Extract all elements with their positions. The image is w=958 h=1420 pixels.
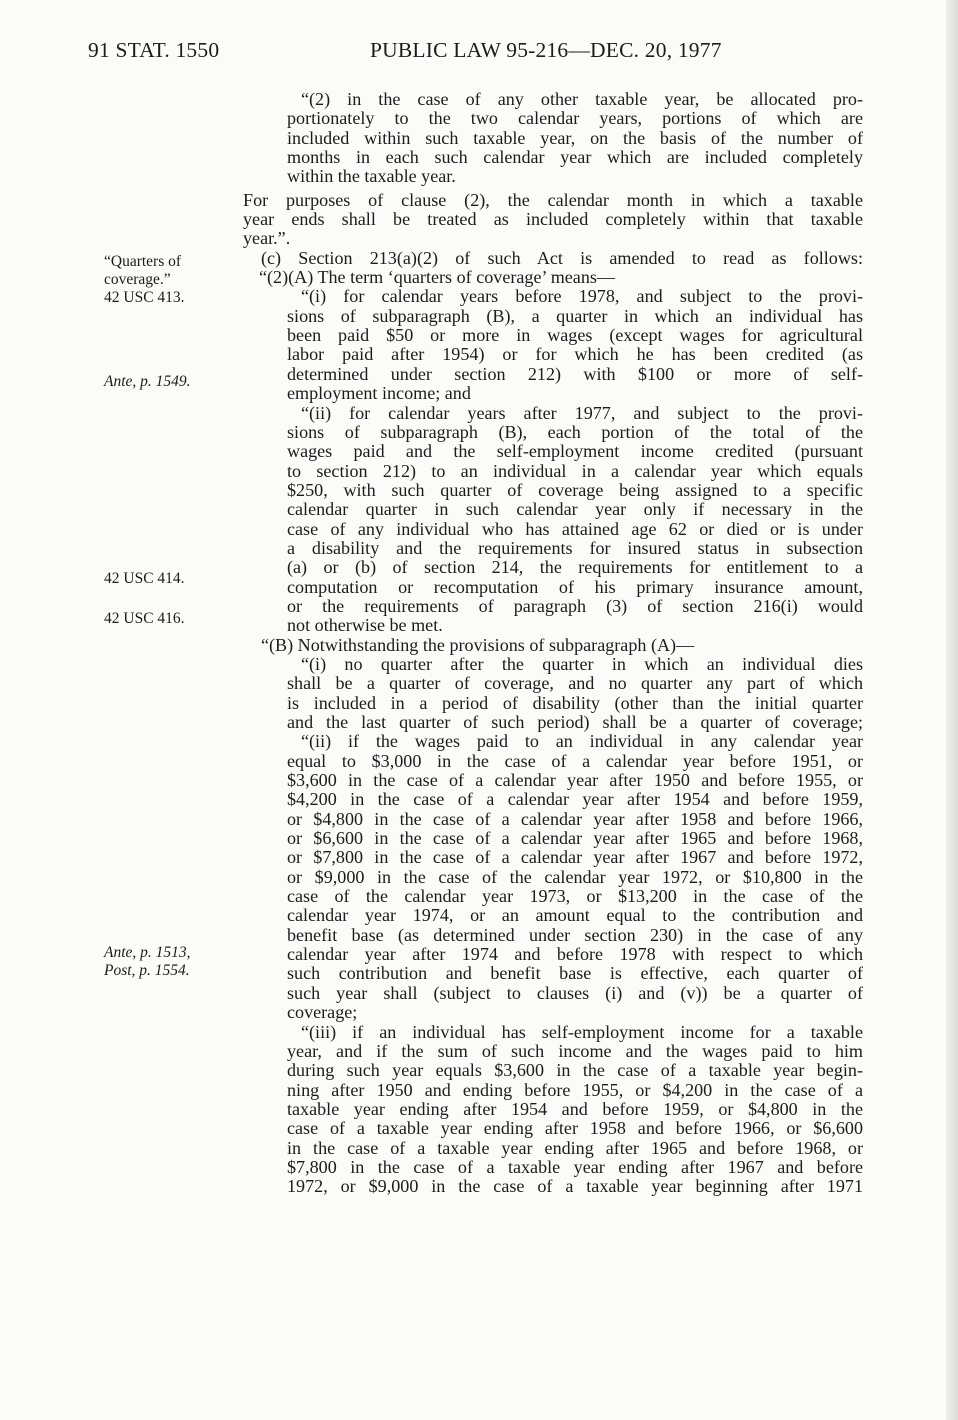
text-line: “(2)(A) The term ‘quarters of coverage’ means—	[259, 267, 616, 288]
text-line: not otherwise be met.	[287, 615, 443, 636]
margin-note-line: “Quarters of	[104, 253, 182, 270]
margin-note-ante-post	[104, 944, 191, 980]
text-line: taxable year ending after 1954 and before 1959, or $4,800 in the	[287, 1099, 863, 1119]
text-line: employment income; and	[287, 383, 471, 404]
text-line: shall be a quarter of coverage, and no quarter any part of which	[287, 674, 863, 694]
text-line: included within such taxable year, on the basis of the number of	[287, 128, 863, 148]
text-line: or $4,800 in the case of a calendar year after 1958 and before 1966,	[287, 809, 863, 829]
text-line: year, and if the sum of such income and the wages paid to him	[287, 1041, 863, 1061]
margin-note-usc-414: 42 USC 414.	[104, 570, 185, 587]
text-line: “(ii) for calendar years after 1977, and subject to the provi-	[301, 403, 863, 423]
text-line: case of a taxable year ending after 1958 and before 1966, or $6,600	[287, 1119, 863, 1139]
text-line: $3,600 in the case of a calendar year after 1950 and before 1955, or	[287, 771, 863, 791]
text-line: labor paid after 1954) or for which he has been credited (as	[287, 345, 863, 365]
text-line: year ends shall be treated as included completely within that taxable	[243, 210, 863, 230]
text-line: wages paid and the self-employment income credited (pursuant	[287, 442, 863, 462]
text-line: coverage;	[287, 1002, 358, 1023]
text-line: ning after 1950 and ending before 1955, or $4,200 in the case of a	[287, 1080, 863, 1100]
margin-note-usc-416: 42 USC 416.	[104, 610, 185, 627]
margin-note-ante-1513: Ante, p. 1513,	[104, 944, 191, 961]
text-line: or $9,000 in the case of the calendar year 1972, or $10,800 in the	[287, 867, 863, 887]
text-line: portionately to the two calendar years, portions of which are	[287, 109, 863, 129]
text-line: year.”.	[243, 228, 291, 249]
text-line: $250, with such quarter of coverage being assigned to a specific	[287, 480, 863, 500]
text-line: in the case of a taxable year ending after 1965 and before 1968, or	[287, 1138, 863, 1158]
text-line: calendar year 1974, or an amount equal to the contribution and	[287, 906, 863, 926]
text-line: benefit base (as determined under section 230) in the case of any	[287, 925, 863, 945]
text-line: sions of subparagraph (B), a quarter in which an individual has	[287, 306, 863, 326]
text-line: “(ii) if the wages paid to an individual in any calendar year	[301, 732, 863, 752]
text-line: $7,800 in the case of a taxable year ending after 1967 and before	[287, 1157, 863, 1177]
text-line: “(i) no quarter after the quarter in which an individual dies	[301, 654, 863, 674]
text-line: determined under section 212) with $100 or more of self-	[287, 364, 863, 384]
text-line: (a) or (b) of section 214, the requirements for entitlement to a	[287, 558, 863, 578]
margin-note-quarters-of-coverage	[104, 253, 185, 307]
text-line: (c) Section 213(a)(2) of such Act is amended to read as follows:	[261, 248, 863, 268]
text-line: “(i) for calendar years before 1978, and subject to the provi-	[301, 287, 863, 307]
statute-citation: 91 STAT. 1550	[88, 38, 220, 62]
text-line: $4,200 in the case of a calendar year after 1954 and before 1959,	[287, 790, 863, 810]
text-line: been paid $50 or more in wages (except wages for agricultural	[287, 326, 863, 346]
text-line: “(iii) if an individual has self-employment income for a taxable	[301, 1022, 863, 1042]
text-line: computation or recomputation of his primary insurance amount,	[287, 577, 863, 597]
text-line: a disability and the requirements for insured status in subsection	[287, 538, 863, 558]
page-edge-shadow	[946, 0, 958, 1420]
text-line: such contribution and benefit base is effective, each quarter of	[287, 964, 863, 984]
text-line: calendar year after 1974 and before 1978 with respect to which	[287, 945, 863, 965]
text-line: sions of subparagraph (B), each portion of the total of the	[287, 422, 863, 442]
text-line: during such year equals $3,600 in the case of a taxable year begin-	[287, 1061, 863, 1081]
margin-note-post-1554: Post, p. 1554.	[104, 962, 190, 979]
text-line: or the requirements of paragraph (3) of section 216(i) would	[287, 596, 863, 616]
text-line: and the last quarter of such period) shall be a quarter of coverage;	[287, 713, 863, 732]
text-line: “(2) in the case of any other taxable year, be allocated pro-	[301, 90, 863, 109]
text-line: For purposes of clause (2), the calendar month in which a taxable	[243, 190, 863, 210]
margin-note-usc-413: 42 USC 413.	[104, 289, 185, 306]
statute-body-text	[243, 90, 863, 1197]
margin-note-ante-1549: Ante, p. 1549.	[104, 373, 191, 390]
text-line: equal to $3,000 in the case of a calendar year before 1951, or	[287, 751, 863, 771]
text-line: such year shall (subject to clauses (i) and (v)) be a quarter of	[287, 983, 863, 1003]
law-title: PUBLIC LAW 95-216—DEC. 20, 1977	[370, 38, 722, 62]
text-line: calendar quarter in such calendar year only if necessary in the	[287, 500, 863, 520]
text-line: to section 212) to an individual in a calendar year which equals	[287, 461, 863, 481]
text-line: months in each such calendar year which are included completely	[287, 148, 863, 168]
text-line: case of the calendar year 1973, or $13,200 in the case of the	[287, 887, 863, 907]
text-line: or $7,800 in the case of a calendar year after 1967 and before 1972,	[287, 848, 863, 868]
text-line: or $6,600 in the case of a calendar year after 1965 and before 1968,	[287, 829, 863, 849]
text-line: within the taxable year.	[287, 166, 456, 187]
text-line: case of any individual who has attained age 62 or died or is under	[287, 519, 863, 539]
page-header	[0, 38, 958, 68]
text-line: 1972, or $9,000 in the case of a taxable year beginning after 1971	[287, 1177, 863, 1197]
text-line: is included in a period of disability (other than the initial quarter	[287, 693, 863, 713]
text-line: “(B) Notwithstanding the provisions of subparagraph (A)—	[261, 634, 695, 655]
margin-note-line: coverage.”	[104, 271, 171, 288]
